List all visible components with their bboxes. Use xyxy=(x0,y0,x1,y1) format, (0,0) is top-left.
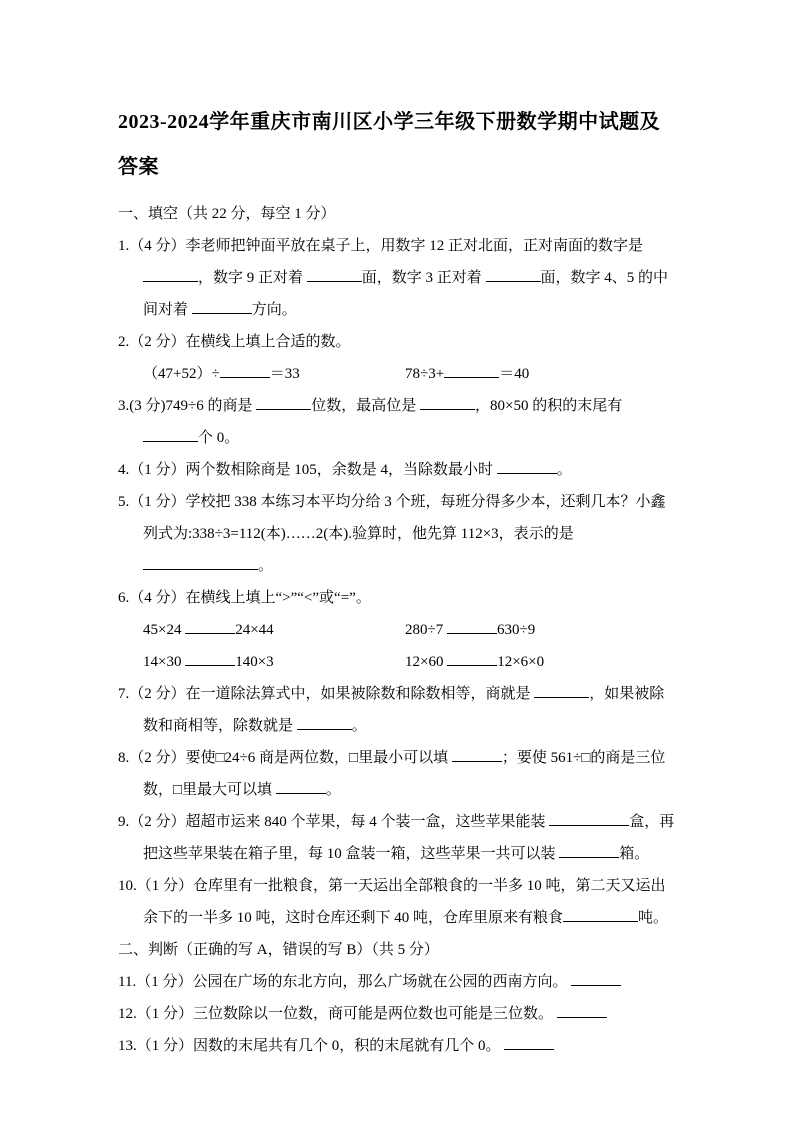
question xyxy=(118,326,677,358)
question-text: 14×30 xyxy=(143,654,186,670)
equation-row xyxy=(118,614,677,646)
question-text: 。 xyxy=(325,782,341,798)
question-text: 4.（1 分）两个数相除商是 105，余数是 4，当除数最小时 xyxy=(118,462,497,478)
question-text: 面，数字 3 正对着 xyxy=(361,270,486,286)
question-text: 45×24 xyxy=(143,622,186,638)
question-text: 面，数字 4、5 的中间对着 xyxy=(143,270,669,318)
question xyxy=(118,742,677,806)
question-text: 12×60 xyxy=(405,654,448,670)
answer-blank xyxy=(452,747,502,762)
answer-blank xyxy=(447,651,497,666)
question-text: 12.（1 分）三位数除以一位数，商可能是两位数也可能是三位数。 xyxy=(118,1006,557,1022)
question xyxy=(118,454,677,486)
page-title: 2023-2024学年重庆市南川区小学三年级下册数学期中试题及答案 xyxy=(118,111,661,178)
question-text: 24×44 xyxy=(235,622,274,638)
question-text: 140×3 xyxy=(235,654,274,670)
question xyxy=(118,390,677,454)
answer-blank xyxy=(220,363,270,378)
question-text: 1.（4 分）李老师把钟面平放在桌子上，用数字 12 正对北面，正对南面的数字是 xyxy=(118,238,644,254)
question-text: 个 0。 xyxy=(198,430,240,446)
question xyxy=(118,806,677,870)
question-text: 3.(3 分)749÷6 的商是 xyxy=(118,398,257,414)
question-text: ，如果被除数和商相等，除数就是 xyxy=(143,686,665,734)
question-text: 方向。 xyxy=(251,302,297,318)
equation-column xyxy=(405,622,535,638)
answer-blank xyxy=(143,267,198,282)
question-text: 位数，最高位是 xyxy=(311,398,420,414)
answer-blank xyxy=(143,555,258,570)
question-text: 吨。 xyxy=(638,910,669,926)
question-text: 。 xyxy=(351,718,367,734)
question-text: ，80×50 的积的末尾有 xyxy=(475,398,623,414)
question xyxy=(118,966,677,998)
question-text: 12×6×0 xyxy=(497,654,545,670)
question-text: 630÷9 xyxy=(496,622,536,638)
equation-column xyxy=(143,614,405,646)
answer-blank xyxy=(549,811,629,826)
question-text: ＝33 xyxy=(269,366,300,382)
equation-column xyxy=(405,366,529,382)
equation-column xyxy=(143,358,405,390)
answer-blank xyxy=(297,715,352,730)
answer-blank xyxy=(444,363,499,378)
question-text: 11.（1 分）公园在广场的东北方向，那么广场就在公园的西南方向。 xyxy=(118,974,572,990)
equation-row xyxy=(118,646,677,678)
equation-column xyxy=(143,646,405,678)
question-text: 。 xyxy=(258,558,274,574)
question-text: ；要使 561÷□的商是三位数，□里最大可以填 xyxy=(143,750,666,798)
document-body xyxy=(118,198,677,1062)
question-text: 。 xyxy=(556,462,572,478)
question-text: 10.（1 分）仓库里有一批粮食，第一天运出全部粮食的一半多 10 吨，第二天又运出余下的一半多 10 吨，这时仓库还剩下 40 吨，仓库里原来有粮食 xyxy=(118,878,666,926)
section-heading: 一、填空（共 22 分，每空 1 分） xyxy=(118,206,336,222)
answer-blank xyxy=(504,1035,554,1050)
question xyxy=(118,1030,677,1062)
question xyxy=(118,486,677,582)
answer-blank xyxy=(447,619,497,634)
question-text: 5.（1 分）学校把 338 本练习本平均分给 3 个班，每班分得多少本，还剩几本？小鑫列式为:338÷3=112(本)……2(本).验算时，他先算 112×3，表示的是 xyxy=(118,494,666,542)
answer-blank xyxy=(256,395,311,410)
question-text: 280÷7 xyxy=(405,622,447,638)
section-heading: 二、判断（正确的写 A，错误的写 B）（共 5 分） xyxy=(118,942,439,958)
answer-blank xyxy=(534,683,589,698)
question-text: 9.（2 分）超超市运来 840 个苹果，每 4 个装一盒，这些苹果能装 xyxy=(118,814,550,830)
answer-blank xyxy=(276,779,326,794)
answer-blank xyxy=(307,267,362,282)
question-text: 78÷3+ xyxy=(405,366,445,382)
question-text: ，数字 9 正对着 xyxy=(198,270,307,286)
equation-column xyxy=(405,654,544,670)
answer-blank xyxy=(420,395,475,410)
question-text: 箱。 xyxy=(619,846,650,862)
question-text: ＝40 xyxy=(499,366,530,382)
question xyxy=(118,870,677,934)
answer-blank xyxy=(559,843,619,858)
question-text: 13.（1 分）因数的末尾共有几个 0，积的末尾就有几个 0。 xyxy=(118,1038,505,1054)
answer-blank xyxy=(486,267,541,282)
question xyxy=(118,678,677,742)
question-text: 7.（2 分）在一道除法算式中，如果被除数和除数相等，商就是 xyxy=(118,686,535,702)
answer-blank xyxy=(571,971,621,986)
answer-blank xyxy=(192,299,252,314)
answer-blank xyxy=(143,427,198,442)
question-text: 2.（2 分）在横线上填上合适的数。 xyxy=(118,334,351,350)
answer-blank xyxy=(557,1003,607,1018)
equation-row xyxy=(118,358,677,390)
question xyxy=(118,582,677,614)
question-text: 6.（4 分）在横线上填上“>”“<”或“=”。 xyxy=(118,590,371,606)
answer-blank xyxy=(497,459,557,474)
answer-blank xyxy=(563,907,638,922)
question-text: 8.（2 分）要使□24÷6 商是两位数，□里最小可以填 xyxy=(118,750,452,766)
question xyxy=(118,230,677,326)
answer-blank xyxy=(185,651,235,666)
question-text: 盒，再把这些苹果装在箱子里，每 10 盒装一箱，这些苹果一共可以装 xyxy=(143,814,675,862)
question xyxy=(118,998,677,1030)
question-text: （47+52）÷ xyxy=(143,366,220,382)
answer-blank xyxy=(185,619,235,634)
